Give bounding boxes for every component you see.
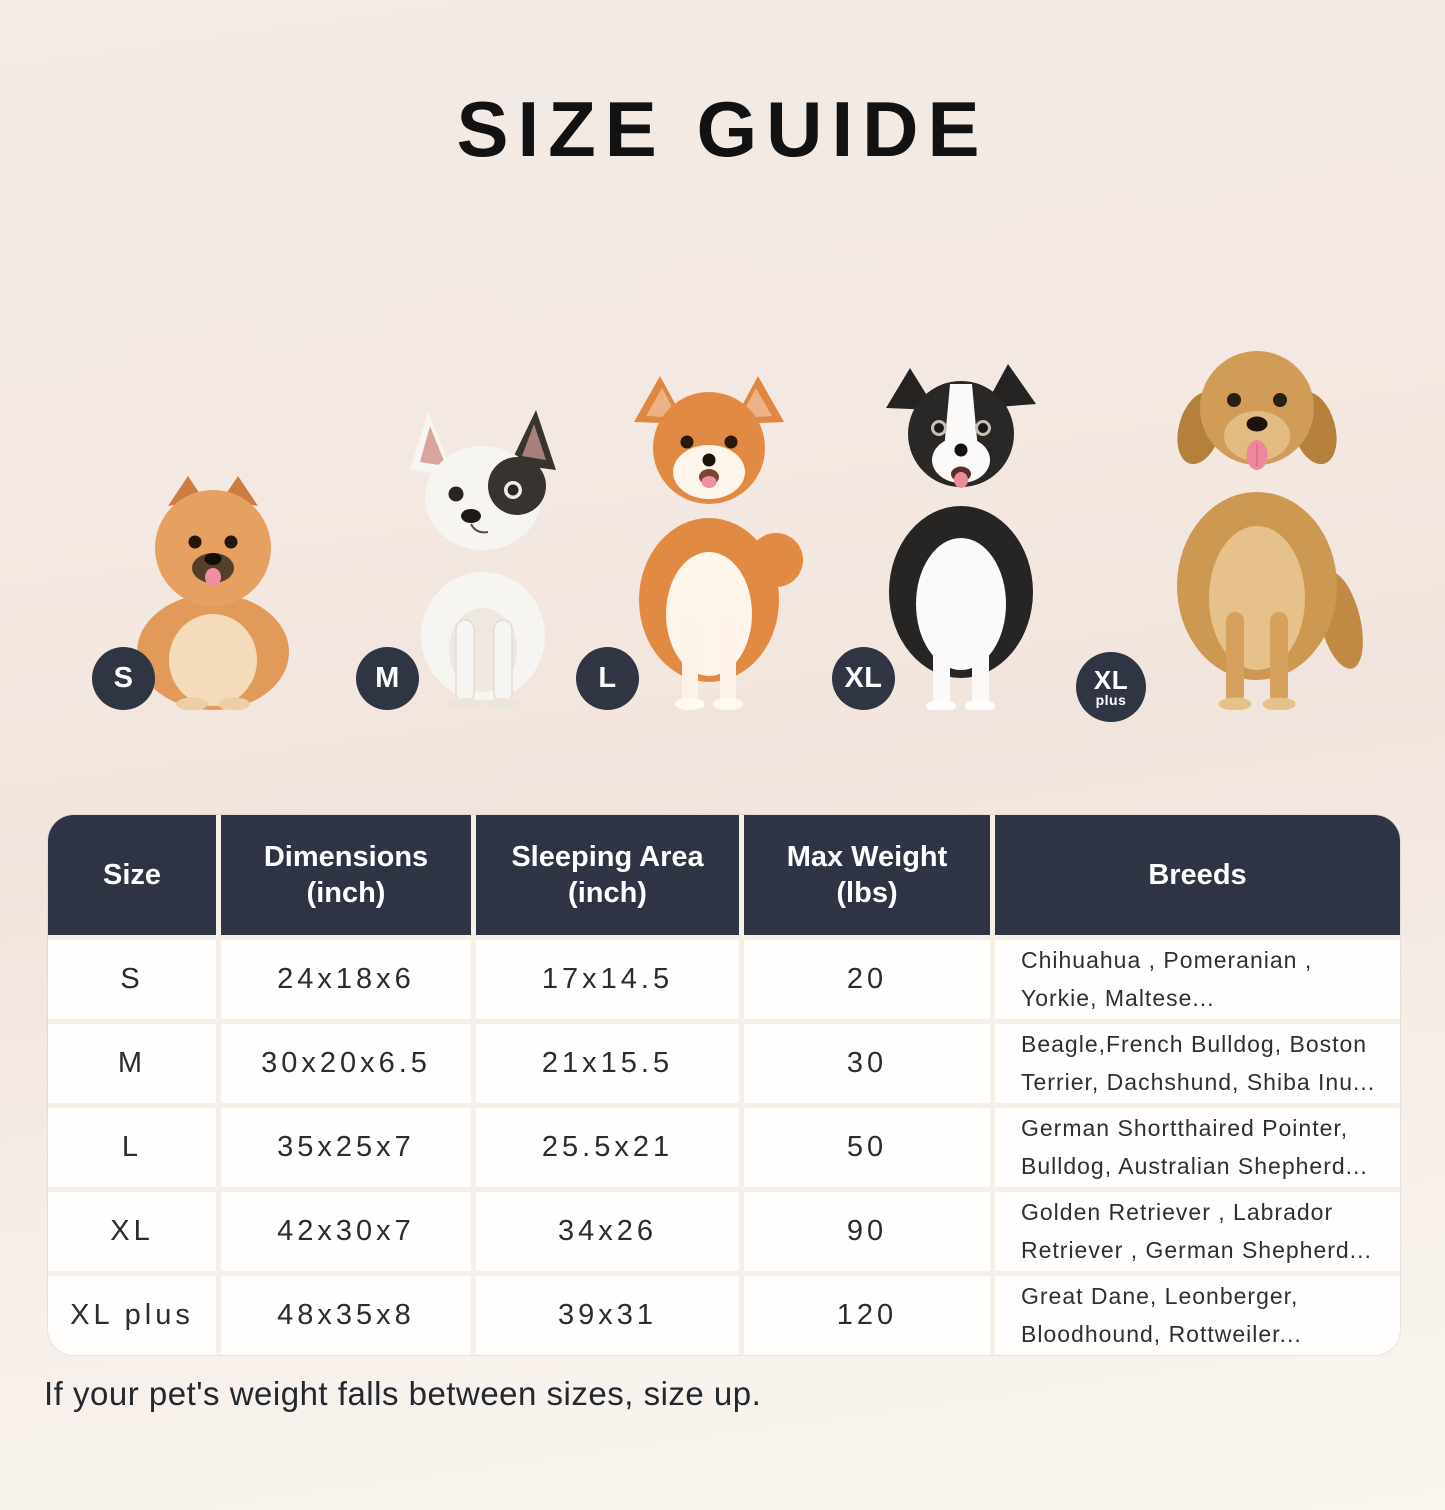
dimensions-cell: 42x30x7 <box>221 1192 471 1271</box>
dimensions-cell: 48x35x8 <box>221 1276 471 1355</box>
badge-label: S <box>113 662 134 694</box>
breeds-cell: Beagle,French Bulldog, Boston Terrier, Dachshund, Shiba Inu... <box>995 1024 1400 1103</box>
size-cell: XL <box>48 1192 216 1271</box>
sleeping-area-cell: 34x26 <box>476 1192 739 1271</box>
size-badge-xl <box>832 647 895 710</box>
dimensions-cell: 30x20x6.5 <box>221 1024 471 1103</box>
header-breeds: Breeds <box>995 815 1400 935</box>
dimensions-cell: 35x25x7 <box>221 1108 471 1187</box>
size-cell: S <box>48 940 216 1019</box>
badge-label: XL <box>844 662 883 694</box>
size-up-note: If your pet's weight falls between sizes, size up. <box>44 1375 762 1412</box>
dimensions-cell: 24x18x6 <box>221 940 471 1019</box>
breeds-cell: Chihuahua , Pomeranian , Yorkie, Maltese... <box>995 940 1400 1019</box>
size-badge-l <box>576 647 639 710</box>
sleeping-area-cell: 17x14.5 <box>476 940 739 1019</box>
page-title: SIZE GUIDE <box>456 85 989 173</box>
size-cell: XL plus <box>48 1276 216 1355</box>
size-guide-table <box>48 815 1400 1355</box>
max-weight-cell: 20 <box>744 940 990 1019</box>
dog-figure-xlarge-plus <box>1093 324 1386 710</box>
size-badge-m <box>356 647 419 710</box>
badge-label: M <box>375 662 400 694</box>
sleeping-area-cell: 21x15.5 <box>476 1024 739 1103</box>
header-sleeping-area: Sleeping Area (inch) <box>476 815 739 935</box>
dog-figure-xlarge <box>844 350 1074 710</box>
breeds-cell: German Shortthaired Pointer, Bulldog, Australian Shepherd... <box>995 1108 1400 1187</box>
dog-figure-small <box>108 464 318 710</box>
max-weight-cell: 50 <box>744 1108 990 1187</box>
badge-label: XL <box>1093 664 1129 695</box>
dog-figure-large <box>592 360 826 710</box>
sleeping-area-cell: 25.5x21 <box>476 1108 739 1187</box>
breeds-cell: Great Dane, Leonberger, Bloodhound, Rottweiler... <box>995 1276 1400 1355</box>
breeds-cell: Golden Retriever , Labrador Retriever , German Shepherd... <box>995 1192 1400 1271</box>
size-badge-xl-plus <box>1076 652 1146 722</box>
header-size: Size <box>48 815 216 935</box>
size-cell: L <box>48 1108 216 1187</box>
golden-retriever-illustration <box>1128 324 1386 710</box>
badge-label: L <box>598 662 617 694</box>
dogs-size-comparison <box>0 310 1445 710</box>
max-weight-cell: 30 <box>744 1024 990 1103</box>
size-badge-s <box>92 647 155 710</box>
dog-figure-medium <box>372 402 594 710</box>
max-weight-cell: 120 <box>744 1276 990 1355</box>
header-dimensions: Dimensions (inch) <box>221 815 471 935</box>
sleeping-area-cell: 39x31 <box>476 1276 739 1355</box>
badge-sub-label: plus <box>1095 691 1127 708</box>
size-cell: M <box>48 1024 216 1103</box>
header-max-weight: Max Weight (lbs) <box>744 815 990 935</box>
max-weight-cell: 90 <box>744 1192 990 1271</box>
